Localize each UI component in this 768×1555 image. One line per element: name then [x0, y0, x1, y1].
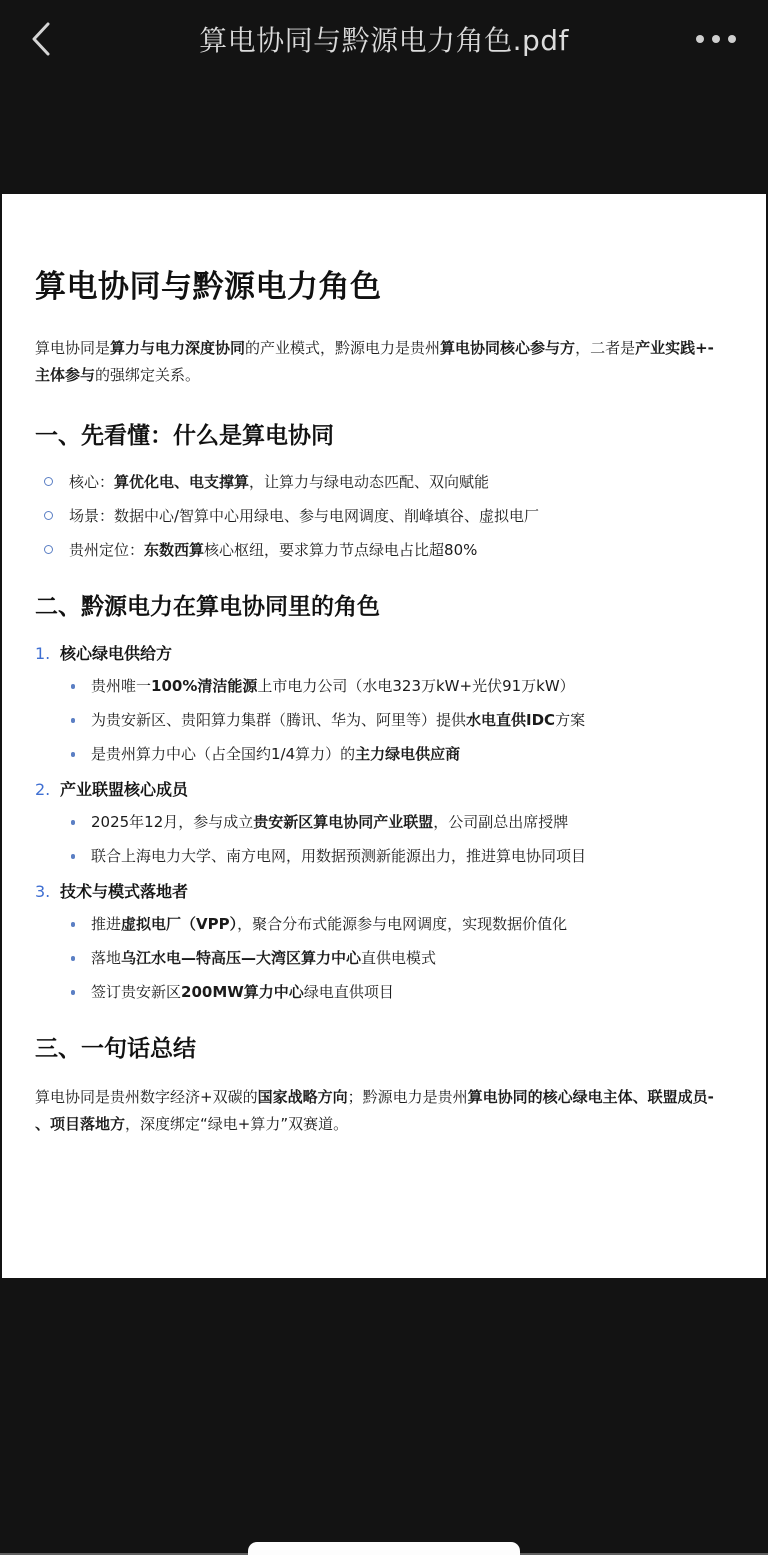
section-2-heading: 二、黔源电力在算电协同里的角色	[35, 593, 380, 620]
list-item	[68, 677, 737, 696]
list-item	[35, 472, 737, 492]
bullet-text: 贵州定位：东数西算核心枢纽，要求算力节点绿电占比超80%	[69, 540, 478, 559]
list-item	[68, 745, 737, 764]
back-button[interactable]	[16, 14, 66, 64]
pdf-page[interactable]	[2, 194, 766, 1278]
ellipsis-icon	[712, 35, 720, 43]
item-title: 技术与模式落地者	[60, 881, 189, 901]
list-item	[68, 813, 737, 832]
list-item	[68, 983, 737, 1002]
item-title: 核心绿电供给方	[60, 643, 173, 663]
sub-bullet-list	[35, 915, 737, 1002]
bullet-text: 推进虚拟电厂（VPP），聚合分布式能源参与电网调度，实现数据价值化	[91, 914, 568, 933]
list-item	[68, 711, 737, 730]
circle-bullet-icon	[44, 511, 53, 520]
numbered-item-title-row	[35, 881, 737, 902]
bullet-text: 联合上海电力大学、南方电网，用数据预测新能源出力，推进算电协同项目	[91, 846, 587, 865]
numbered-item-title-row	[35, 643, 737, 664]
list-item	[35, 506, 737, 526]
ellipsis-icon	[696, 35, 704, 43]
bullet-text: 为贵安新区、贵阳算力集群（腾讯、华为、阿里等）提供水电直供IDC方案	[91, 710, 586, 729]
top-bar	[0, 0, 768, 78]
numbered-item-title-row	[35, 779, 737, 800]
dot-bullet-icon	[71, 854, 75, 859]
dot-bullet-icon	[71, 922, 75, 927]
dot-bullet-icon	[71, 684, 75, 689]
item-number: 1.	[35, 643, 51, 663]
numbered-item	[35, 779, 737, 866]
list-item	[68, 949, 737, 968]
sub-bullet-list	[35, 677, 737, 764]
list-item	[68, 847, 737, 866]
ellipsis-icon	[728, 35, 736, 43]
chevron-left-icon	[28, 21, 54, 57]
list-item	[35, 540, 737, 560]
bullet-text: 核心：算优化电、电支撑算，让算力与绿电动态匹配、双向赋能	[69, 472, 490, 491]
numbered-item	[35, 881, 737, 1002]
document-title: 算电协同与黔源电力角色	[35, 269, 382, 305]
section-1-list	[35, 472, 737, 560]
dot-bullet-icon	[71, 956, 75, 961]
summary-paragraph: 算电协同是贵州数字经济+双碳的国家战略方向；黔源电力是贵州算电协同的核心绿电主体、联盟成员- 、项目落地方，深度绑定“绿电+算力”双赛道。	[35, 1088, 714, 1134]
intro-paragraph: 算电协同是算力与电力深度协同的产业模式，黔源电力是贵州算电协同核心参与方，二者是产业实践+- 主体参与的强绑定关系。	[35, 338, 714, 384]
file-title: 算电协同与黔源电力角色.pdf	[199, 24, 569, 57]
item-number: 3.	[35, 881, 51, 901]
bullet-text: 2025年12月，参与成立贵安新区算电协同产业联盟，公司副总出席授牌	[91, 812, 569, 831]
sub-bullet-list	[35, 813, 737, 866]
dot-bullet-icon	[71, 990, 75, 995]
bullet-text: 场景：数据中心/智算中心用绿电、参与电网调度、削峰填谷、虚拟电厂	[69, 506, 540, 525]
numbered-item	[35, 643, 737, 764]
circle-bullet-icon	[44, 545, 53, 554]
list-item	[68, 915, 737, 934]
item-number: 2.	[35, 779, 51, 799]
dot-bullet-icon	[71, 752, 75, 757]
dot-bullet-icon	[71, 718, 75, 723]
more-button[interactable]	[688, 16, 744, 62]
circle-bullet-icon	[44, 477, 53, 486]
section-3-heading: 三、一句话总结	[35, 1035, 196, 1062]
home-indicator[interactable]	[248, 1542, 520, 1555]
item-title: 产业联盟核心成员	[60, 779, 189, 799]
bullet-text: 是贵州算力中心（占全国约1/4算力）的主力绿电供应商	[91, 744, 461, 763]
section-2-list	[35, 643, 737, 1002]
bullet-text: 签订贵安新区200MW算力中心绿电直供项目	[91, 982, 394, 1001]
dot-bullet-icon	[71, 820, 75, 825]
bullet-text: 落地乌江水电—特高压—大湾区算力中心直供电模式	[91, 948, 437, 967]
section-1-heading: 一、先看懂：什么是算电协同	[35, 422, 334, 449]
bullet-text: 贵州唯一100%清洁能源上市电力公司（水电323万kW+光伏91万kW）	[91, 676, 575, 695]
